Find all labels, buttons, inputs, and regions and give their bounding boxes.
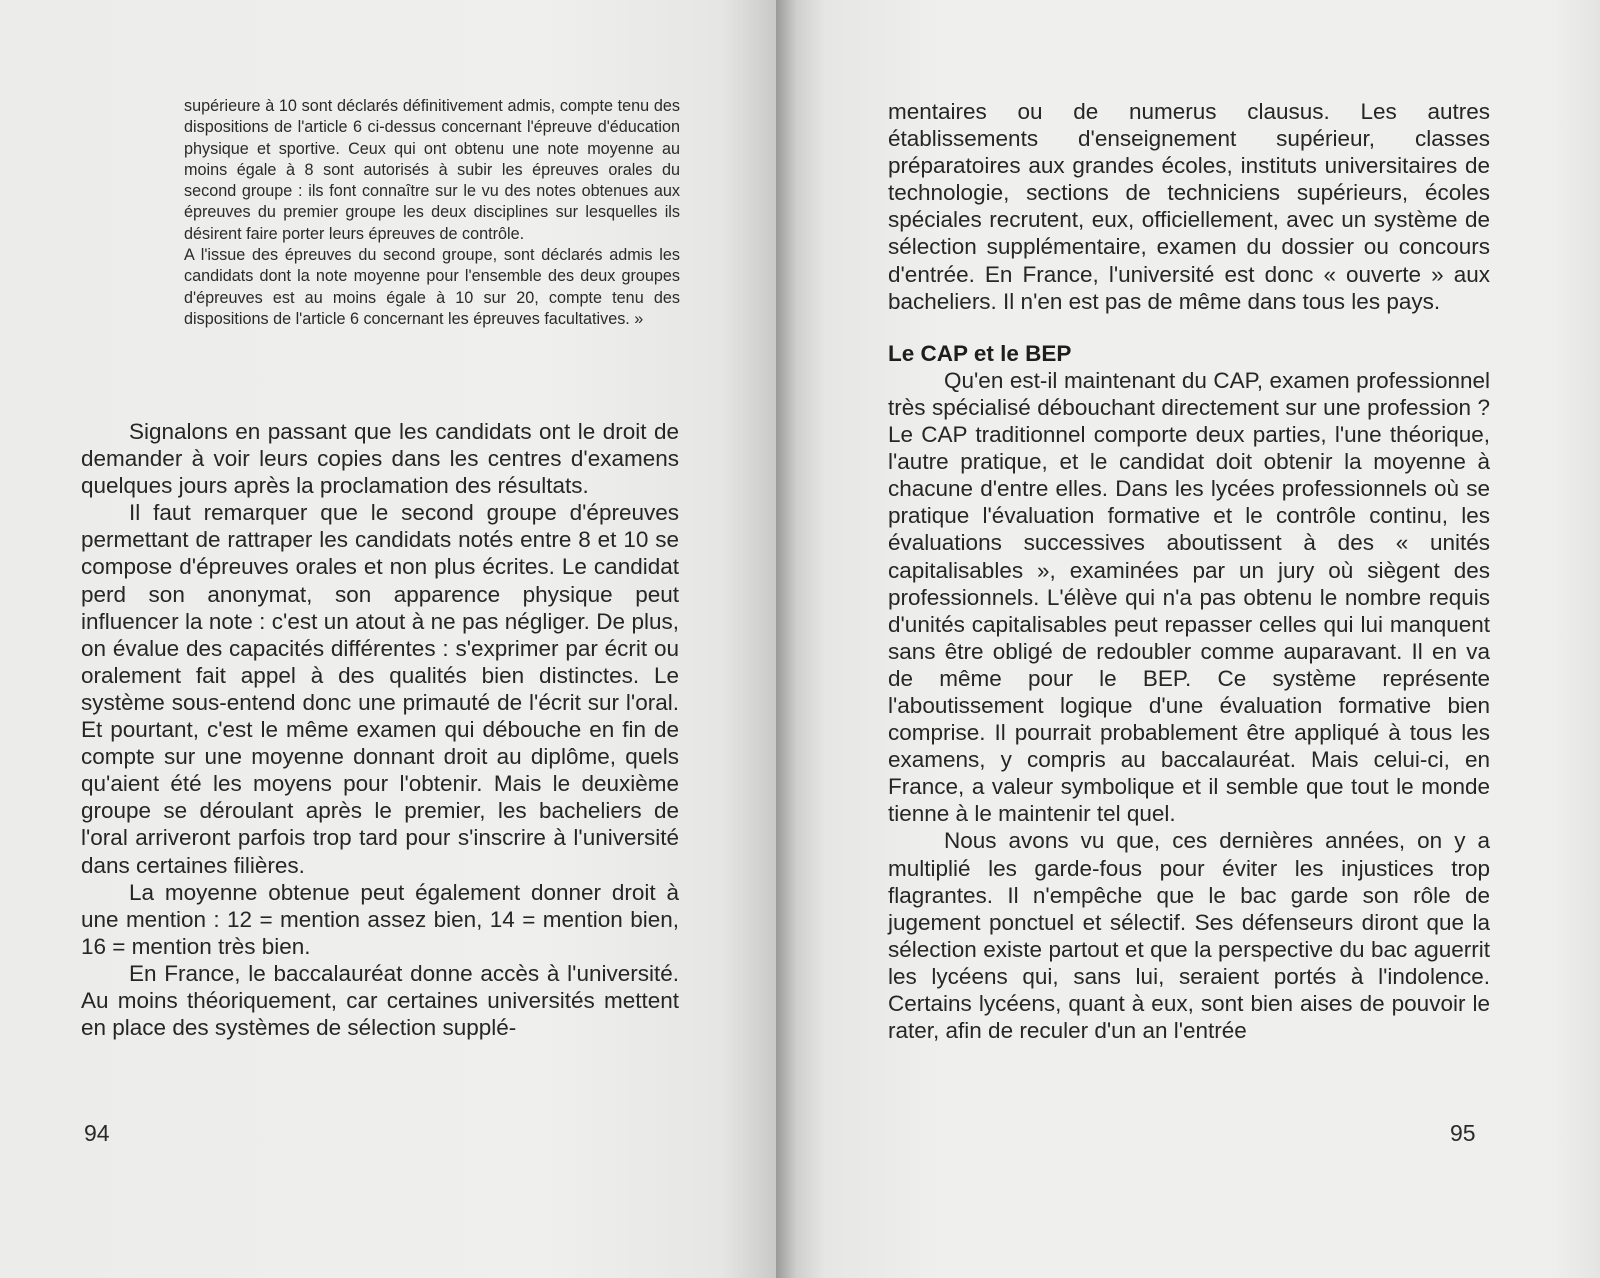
body-paragraph: La moyenne obtenue peut également donner droit à une mention : 12 = mention assez bien, 14 = mention bien, 16 = mention très bien. — [81, 879, 679, 959]
right-body-text — [888, 98, 1490, 1044]
quote-paragraph: A l'issue des épreuves du second groupe, sont déclarés admis les candidats dont la note moyenne pour l'ensemble des deux groupes d'épreuves est au moins égale à 10 sur 20, compte tenu des dispositions de l'article 6 concernant les épreuves facultatives. » — [184, 246, 680, 328]
quote-paragraph: supérieure à 10 sont déclarés définitivement admis, compte tenu des dispositions de l'article 6 ci-dessus concernant l'épreuve d'éducation physique et sportive. Ceux qui ont obtenu une note moyenne au moins égale à 8 sont autorisés à subir les épreuves orales du second groupe : ils font connaître sur le vu des notes obtenues aux épreuves du premier groupe les deux disciplines sur lesquelles ils désirent faire porter leurs épreuves de contrôle. — [184, 97, 680, 243]
right-page — [776, 0, 1600, 1278]
left-page — [0, 0, 776, 1278]
body-paragraph: Signalons en passant que les candidats ont le droit de demander à voir leurs copies dans les centres d'examens quelques jours après la proclamation des résultats. — [81, 419, 679, 499]
section-heading: Le CAP et le BEP — [888, 340, 1072, 366]
body-paragraph: Il faut remarquer que le second groupe d'épreuves permettant de rattraper les candidats notés entre 8 et 10 se compose d'épreuves orales et non plus écrites. Le candidat perd son anonymat, son apparence physique peut influencer la note : c'est un atout à ne pas négliger. De plus, on évalue des capacités différentes : s'exprimer par écrit ou oralement fait appel à des qualités bien distinctes. Le système sous-entend donc une primauté de l'écrit sur l'oral. Et pourtant, c'est le même examen qui débouche en fin de compte sur une moyenne donnant droit au diplôme, quels qu'aient été les moyens pour l'obtenir. Mais le deuxième groupe se déroulant après le premier, les bacheliers de l'oral arriveront parfois trop tard pour s'inscrire à l'université dans certaines filières. — [81, 500, 679, 878]
body-paragraph: Qu'en est-il maintenant du CAP, examen professionnel très spécialisé débouchant directement sur une profession ? Le CAP traditionnel comporte deux parties, l'une théorique, l'autre pratique, et le candidat doit obtenir la moyenne à chacune d'entre elles. Dans les lycées professionnels où se pratique l'évaluation formative et le contrôle continu, les évaluations successives aboutissent à des « unités capitalisables », examinées par un jury où siègent des professionnels. L'élève qui n'a pas obtenu le nombre requis d'unités capitalisables peut repasser celles qui lui manquent sans être obligé de redoubler comme auparavant. Il en va de même pour le BEP. Ce système représente l'aboutissement logique d'une évaluation formative bien comprise. Il pourrait probablement être appliqué à tous les examens, y compris au baccalauréat. Mais celui-ci, en France, a valeur symbolique et il semble que tout le monde tienne à le maintenir tel quel. — [888, 367, 1490, 827]
body-paragraph: En France, le baccalauréat donne accès à l'université. Au moins théoriquement, car certaines universités mettent en place des systèmes de sélection supplé- — [81, 960, 679, 1041]
left-body-text — [81, 418, 679, 1041]
page-number: 95 — [1450, 1120, 1476, 1146]
page-number: 94 — [84, 1120, 110, 1146]
body-paragraph: mentaires ou de numerus clausus. Les autres établissements d'enseignement supérieur, classes préparatoires aux grandes écoles, instituts universitaires de technologie, sections de techniciens supérieurs, écoles spéciales recrutent, eux, officiellement, avec un système de sélection supplémentaire, examen du dossier ou concours d'entrée. En France, l'université est donc « ouverte » aux bacheliers. Il n'en est pas de même dans tous les pays. — [888, 99, 1490, 314]
quoted-regulation — [184, 96, 680, 330]
body-paragraph: Nous avons vu que, ces dernières années, on y a multiplié les garde-fous pour éviter les injustices trop flagrantes. Il n'empêche que le bac garde son rôle de jugement ponctuel et sélectif. Ses défenseurs diront que la sélection existe partout et que la perspective du bac aguerrit les lycéens qui, sans lui, seraient portés à l'indolence. Certains lycéens, quant à eux, sont bien aises de pouvoir le rater, afin de reculer d'un an l'entrée — [888, 828, 1490, 1044]
